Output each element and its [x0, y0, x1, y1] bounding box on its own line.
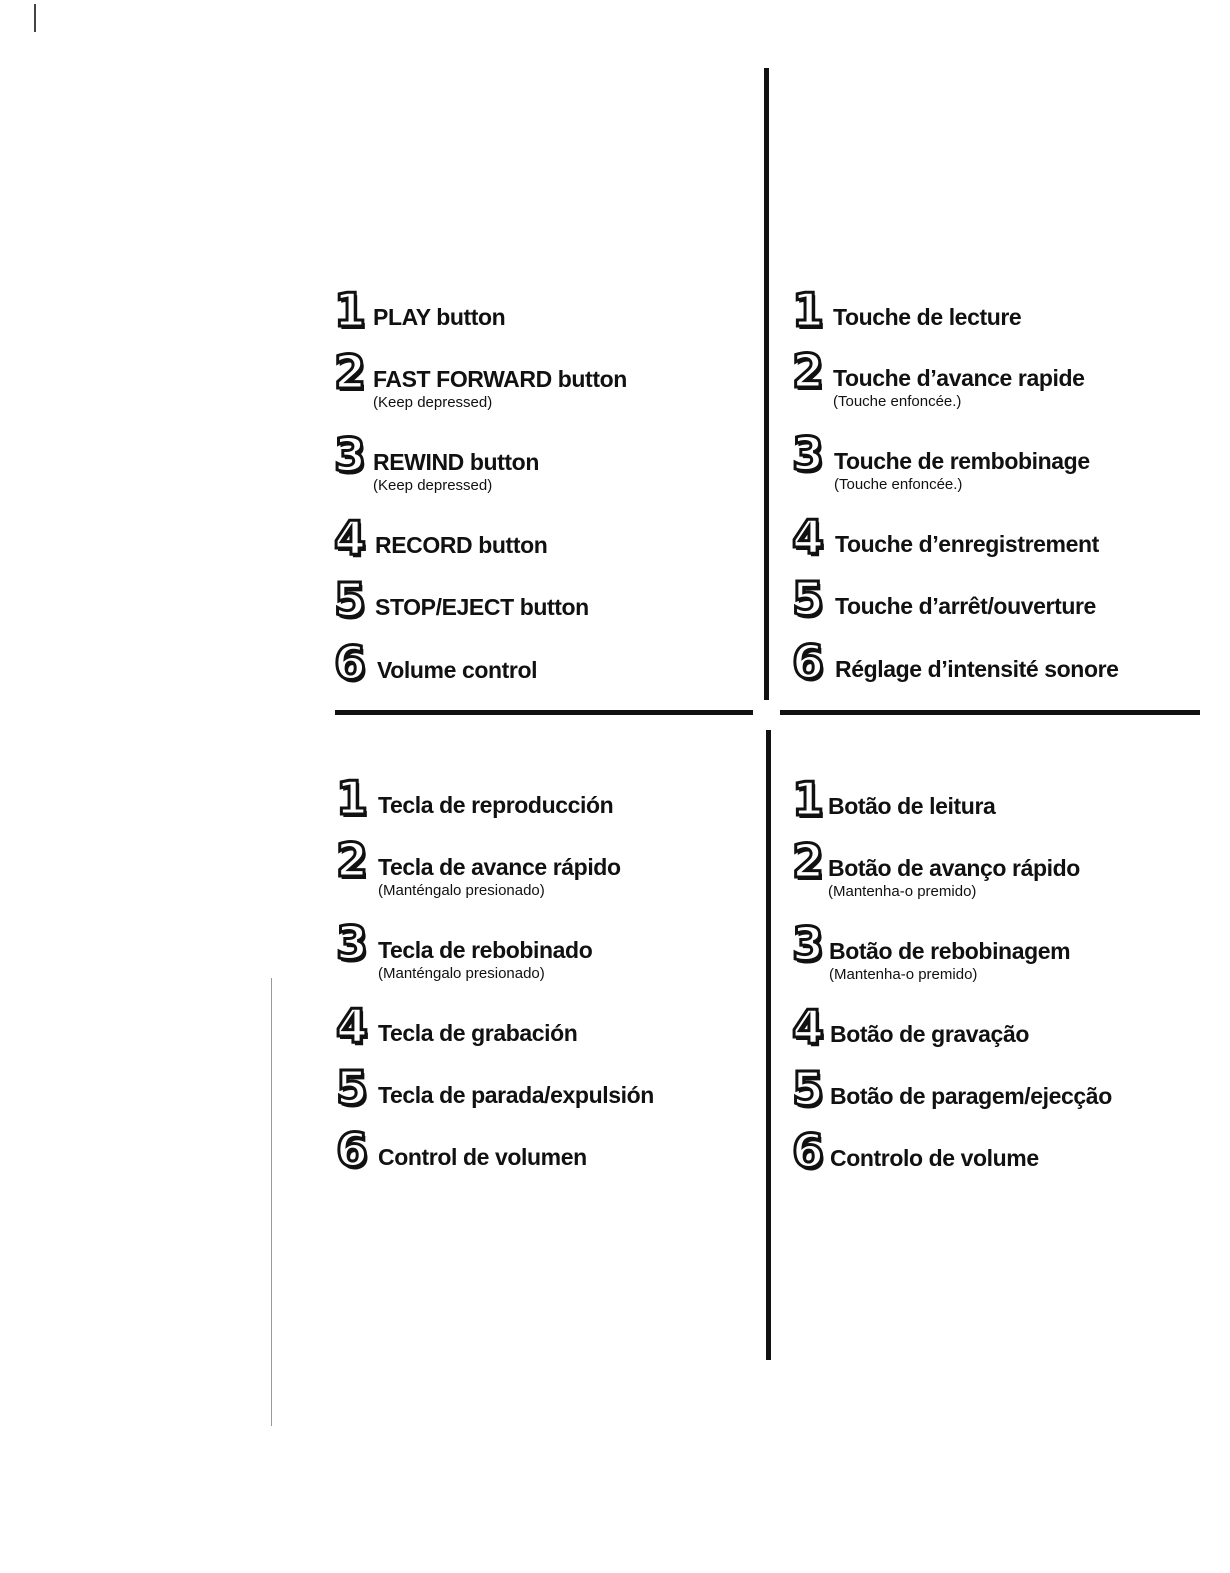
horizontal-divider-right: [780, 710, 1200, 715]
item-label: FAST FORWARD button: [373, 366, 627, 392]
number-five-icon: 5: [791, 1062, 824, 1116]
item-label: Touche de rembobinage: [834, 448, 1090, 474]
number-two-icon: 2: [333, 345, 366, 399]
number-three-icon: 3: [335, 916, 368, 970]
number-one-icon: 1: [335, 771, 368, 825]
item-note: (Manténgalo presionado): [378, 882, 545, 899]
number-six-icon: 6: [791, 635, 824, 689]
number-four-icon: 4: [333, 511, 366, 565]
number-four-icon: 4: [791, 510, 824, 564]
item-label: Tecla de parada/expulsión: [378, 1082, 654, 1108]
number-six-icon: 6: [335, 1123, 368, 1177]
item-label: Controlo de volume: [830, 1145, 1039, 1171]
item-note: (Touche enfoncée.): [833, 393, 962, 410]
item-label: Touche de lecture: [833, 304, 1022, 330]
item-label: Botão de avanço rápido: [828, 855, 1080, 881]
item-label: Touche d’arrêt/ouverture: [835, 593, 1096, 619]
margin-mark-top-left: [34, 4, 36, 32]
number-one-icon: 1: [333, 283, 366, 337]
number-three-icon: 3: [333, 428, 366, 482]
number-one-icon: 1: [791, 283, 824, 337]
item-label: Touche d’avance rapide: [833, 365, 1085, 391]
number-four-icon: 4: [335, 999, 368, 1053]
item-label: Tecla de grabación: [378, 1020, 578, 1046]
item-label: Control de volumen: [378, 1144, 587, 1170]
item-note: (Mantenha-o premido): [829, 966, 978, 983]
item-label: Touche d’enregistrement: [835, 531, 1099, 557]
item-label: Botão de paragem/ejecção: [830, 1083, 1112, 1109]
vertical-divider-top: [764, 68, 769, 700]
item-label: REWIND button: [373, 449, 539, 475]
number-five-icon: 5: [333, 573, 366, 627]
horizontal-divider-left: [335, 710, 753, 715]
margin-mark-left: [271, 978, 272, 1426]
number-two-icon: 2: [791, 834, 824, 888]
number-five-icon: 5: [791, 572, 824, 626]
number-six-icon: 6: [333, 636, 366, 690]
number-two-icon: 2: [791, 344, 824, 398]
item-note: (Mantenha-o premido): [828, 883, 977, 900]
item-label: Volume control: [377, 657, 538, 683]
item-label: RECORD button: [375, 532, 548, 558]
item-note: (Manténgalo presionado): [378, 965, 545, 982]
number-three-icon: 3: [791, 427, 824, 481]
item-label: Botão de leitura: [828, 793, 996, 819]
number-two-icon: 2: [335, 833, 368, 887]
item-label: Botão de gravação: [830, 1021, 1029, 1047]
item-label: Réglage d’intensité sonore: [835, 656, 1119, 682]
item-label: PLAY button: [373, 304, 506, 330]
vertical-divider-bottom: [766, 730, 771, 1360]
number-three-icon: 3: [791, 917, 824, 971]
item-label: STOP/EJECT button: [375, 594, 589, 620]
item-label: Tecla de avance rápido: [378, 854, 621, 880]
item-label: Tecla de reproducción: [378, 792, 614, 818]
item-label: Tecla de rebobinado: [378, 937, 593, 963]
number-six-icon: 6: [791, 1124, 824, 1178]
number-one-icon: 1: [791, 772, 824, 826]
item-label: Botão de rebobinagem: [829, 938, 1071, 964]
item-note: (Touche enfoncée.): [834, 476, 963, 493]
item-note: (Keep depressed): [373, 394, 493, 411]
item-note: (Keep depressed): [373, 477, 493, 494]
number-five-icon: 5: [335, 1061, 368, 1115]
number-four-icon: 4: [791, 1000, 824, 1054]
